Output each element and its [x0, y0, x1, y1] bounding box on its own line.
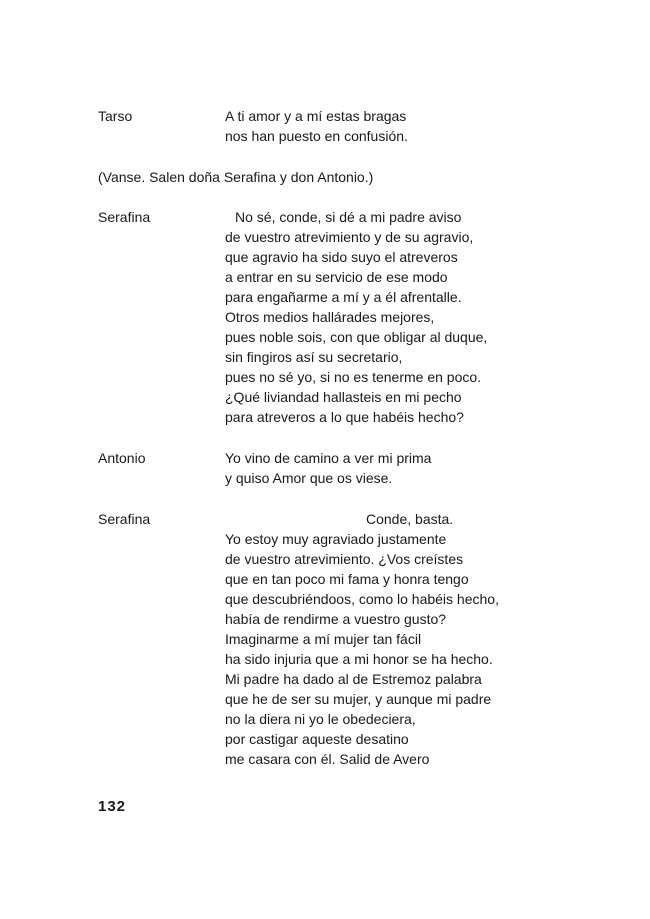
- verse-line: ¿Qué liviandad hallasteis en mi pecho: [225, 389, 462, 405]
- verse-line: que he de ser su mujer, y aunque mi padre: [225, 691, 492, 707]
- verse-line: a entrar en su servicio de ese modo: [225, 269, 448, 285]
- stage-direction: (Vanse. Salen doña Serafina y don Antonio.): [98, 169, 374, 185]
- verse-line: Yo estoy muy agraviado justamente: [225, 531, 447, 547]
- speaker-name: Antonio: [98, 450, 146, 466]
- verse-line: para engañarme a mí y a él afrentalle.: [225, 289, 462, 305]
- verse-lines: [225, 448, 565, 488]
- verse-lines: [225, 207, 565, 427]
- verse-line: había de rendirme a vuestro gusto?: [225, 611, 447, 627]
- speaker-name: Tarso: [98, 108, 133, 124]
- verse-line: que agravio ha sido suyo el atreveros: [225, 249, 458, 265]
- verse-line: No sé, conde, si dé a mi padre aviso: [235, 209, 462, 225]
- verse-line: que en tan poco mi fama y honra tengo: [225, 571, 469, 587]
- verse-line: Conde, basta.: [366, 511, 454, 527]
- verse-line: no la diera ni yo le obedeciera,: [225, 711, 416, 727]
- verse-line: A ti amor y a mí estas bragas: [225, 108, 407, 124]
- verse-line: Imaginarme a mí mujer tan fácil: [225, 631, 422, 647]
- verse-line: nos han puesto en confusión.: [225, 128, 408, 144]
- verse-line: que descubriéndoos, como lo habéis hecho,: [225, 591, 499, 607]
- verse-lines: [225, 509, 565, 769]
- verse-line: y quiso Amor que os viese.: [225, 470, 393, 486]
- verse-line: Yo vino de camino a ver mi prima: [225, 450, 432, 466]
- speaker-name: Serafina: [98, 511, 151, 527]
- verse-line: de vuestro atrevimiento. ¿Vos creístes: [225, 551, 464, 567]
- verse-line: pues no sé yo, si no es tenerme en poco.: [225, 369, 482, 385]
- verse-line: Mi padre ha dado al de Estremoz palabra: [225, 671, 482, 687]
- verse-line: por castigar aqueste desatino: [225, 731, 409, 747]
- verse-line: Otros medios hallárades mejores,: [225, 309, 435, 325]
- verse-line: de vuestro atrevimiento y de su agravio,: [225, 229, 474, 245]
- verse-line: para atreveros a lo que habéis hecho?: [225, 409, 464, 425]
- verse-line: me casara con él. Salid de Avero: [225, 751, 430, 767]
- verse-line: ha sido injuria que a mi honor se ha hecho.: [225, 651, 493, 667]
- speaker-name: Serafina: [98, 209, 151, 225]
- page-number: 132: [98, 798, 127, 815]
- verse-line: pues noble sois, con que obligar al duque,: [225, 329, 488, 345]
- verse-line: sin fingiros así su secretario,: [225, 349, 403, 365]
- verse-lines: [225, 106, 565, 146]
